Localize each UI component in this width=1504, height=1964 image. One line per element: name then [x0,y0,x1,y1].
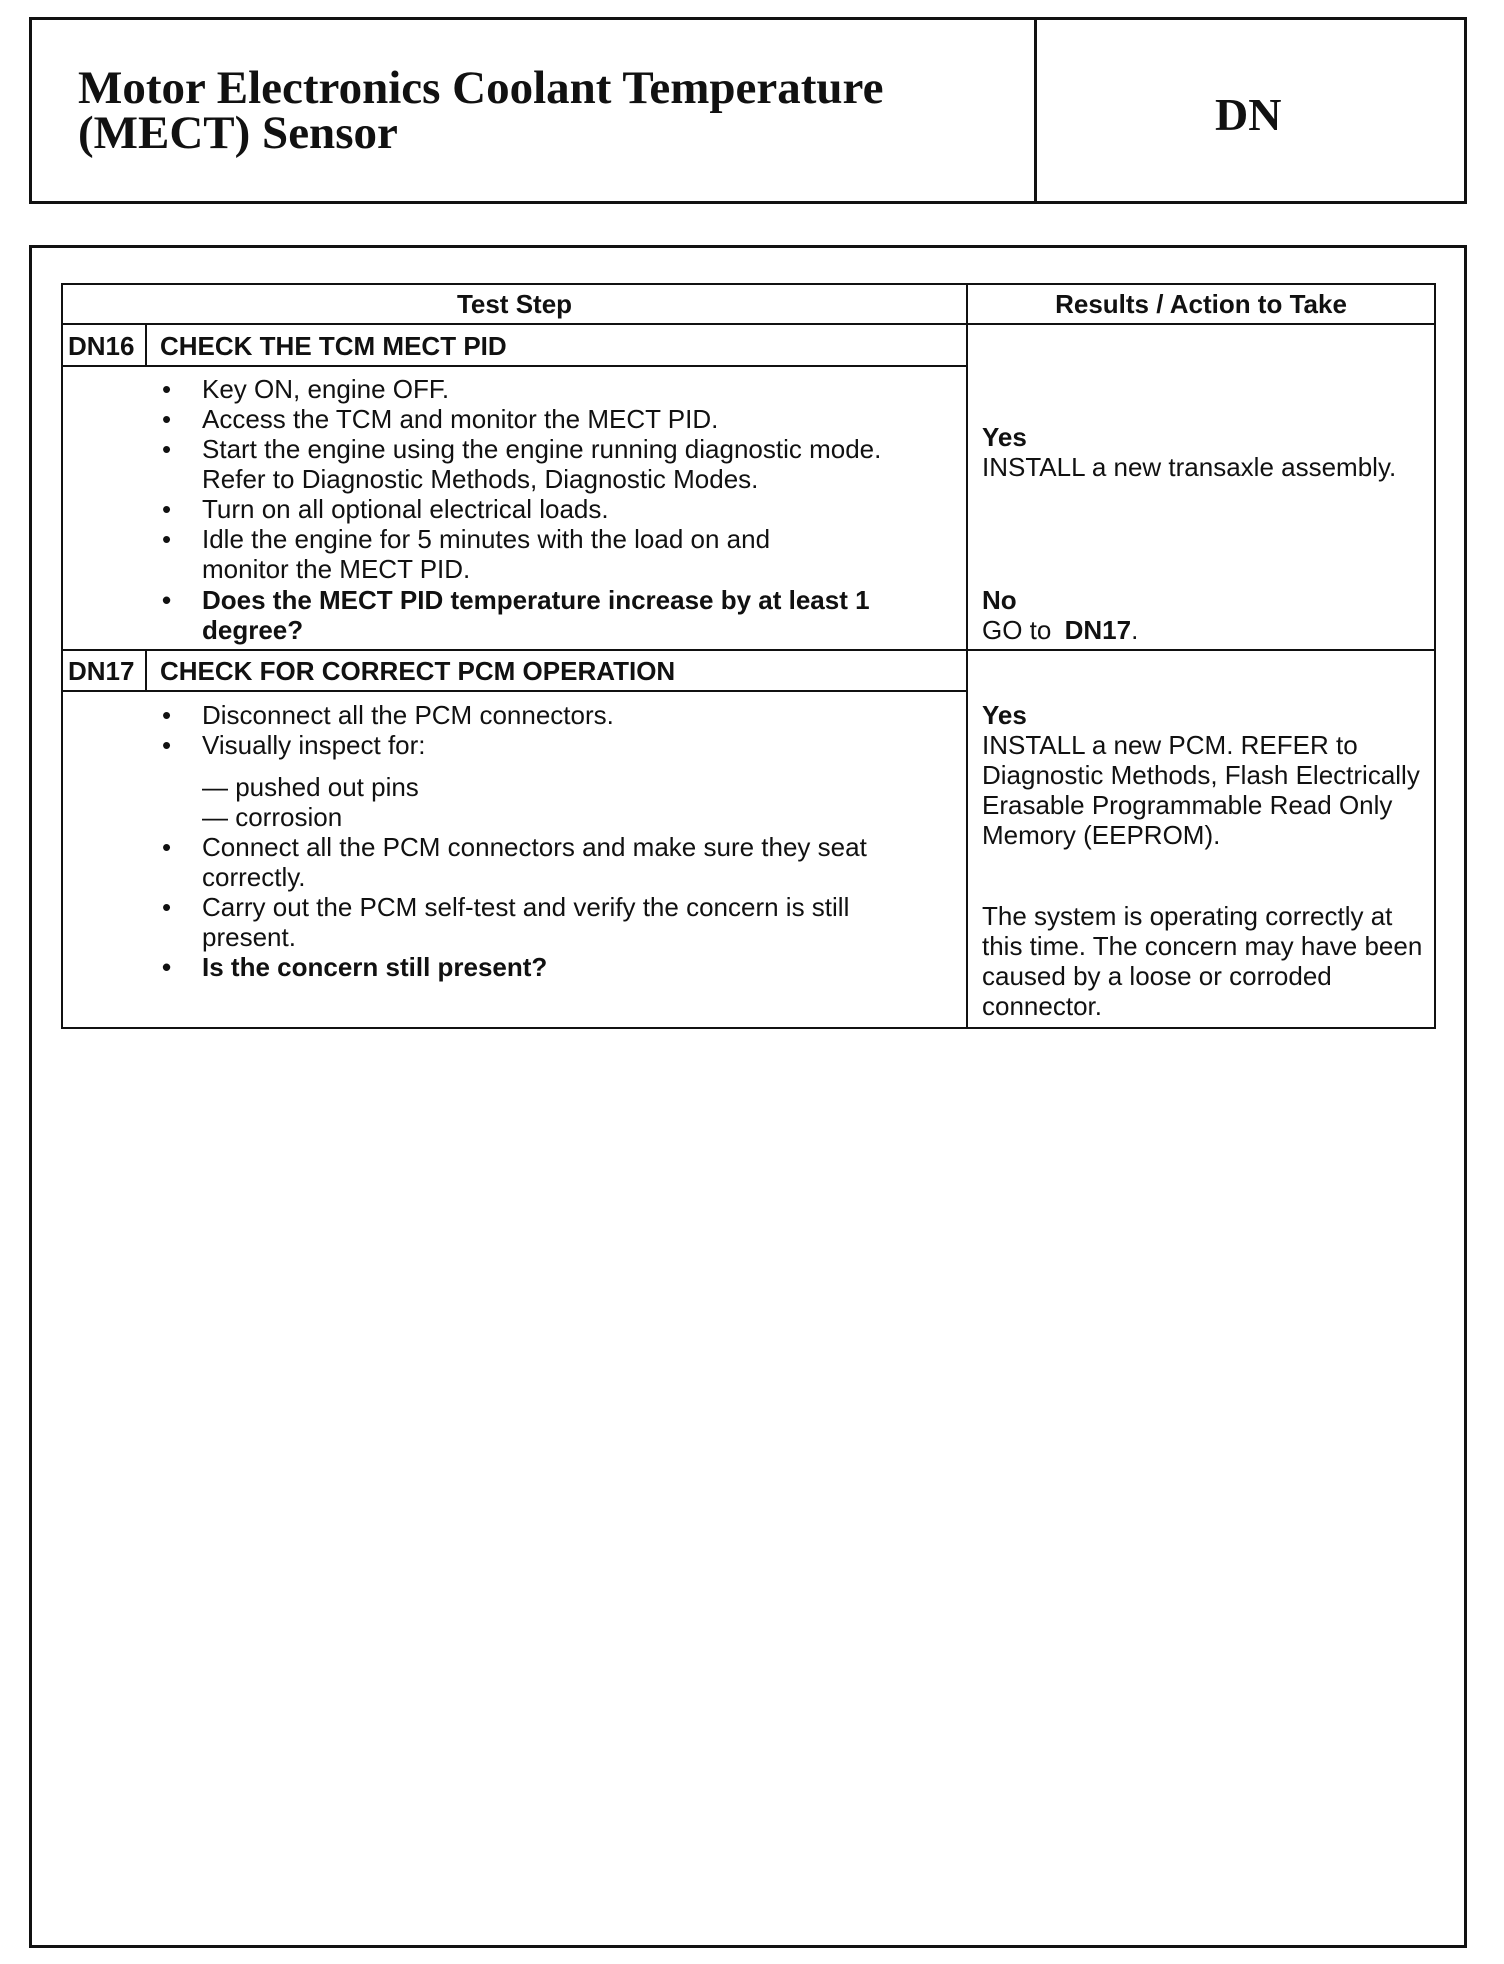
dn17-sub-item-2: — corrosion [202,802,343,832]
step-id-dn17: DN17 [68,656,135,686]
dn16-yes-action: INSTALL a new transaxle assembly. [982,452,1397,482]
dn17-yes-label: Yes [982,700,1027,730]
dn17-bullet-3: • Connect all the PCM connectors and make sure they seat correctly. [202,832,902,892]
column-header-results: Results / Action to Take [1055,289,1347,319]
dn16-bullet-3: • Start the engine using the engine running diagnostic mode. Refer to Diagnostic Methods, Diagnostic Modes. [202,434,912,494]
dn16-bullet-4: • Turn on all optional electrical loads. [202,494,942,524]
dn17-heading-line [61,690,968,692]
dn16-no-label: No [982,585,1017,615]
step-id-dn16: DN16 [68,331,135,361]
header-row-line [61,323,1436,325]
section-code: DN [1215,89,1282,140]
dn17-id-divider [145,651,147,690]
dn17-no-action: The system is operating correctly at this time. The concern may have been caused by a loose or corroded connector. [982,901,1423,1021]
dn16-yes-label: Yes [982,422,1027,452]
step-separator-line [61,649,1436,651]
column-header-test-step: Test Step [456,289,573,319]
dn17-bullet-1: • Disconnect all the PCM connectors. [202,700,942,730]
step-heading-dn17: CHECK FOR CORRECT PCM OPERATION [160,656,676,686]
dn17-bullet-4: • Carry out the PCM self-test and verify the concern is still present. [202,892,947,952]
page-title: Motor Electronics Coolant Temperature (MECT) Sensor [78,62,884,159]
dn16-no-ref: DN17 [1064,615,1132,645]
dn16-bullet-2: • Access the TCM and monitor the MECT PID. [202,404,942,434]
dn16-no-action [982,615,1138,645]
dn16-id-divider [145,325,147,365]
dn16-bullet-question: • Does the MECT PID temperature increase by at least 1 degree? [202,585,932,645]
dn17-sub-item-1: — pushed out pins [202,772,419,802]
step-heading-dn16: CHECK THE TCM MECT PID [160,331,507,361]
dn17-bullet-2: • Visually inspect for: [202,730,942,760]
dn17-bullet-question: • Is the concern still present? [202,952,942,982]
dn16-no-end: . [1131,615,1139,645]
dn16-bullet-1: • Key ON, engine OFF. [202,374,942,404]
header-divider [1034,17,1037,204]
dn16-no-text: GO to [982,615,1052,645]
dn16-heading-line [61,365,968,367]
dn17-yes-action: INSTALL a new PCM. REFER to Diagnostic Methods, Flash Electrically Erasable Programmable Read Only Memory (EEPROM). [982,730,1420,850]
column-divider [966,283,968,1029]
dn16-bullet-5: • Idle the engine for 5 minutes with the load on and monitor the MECT PID. [202,524,862,584]
